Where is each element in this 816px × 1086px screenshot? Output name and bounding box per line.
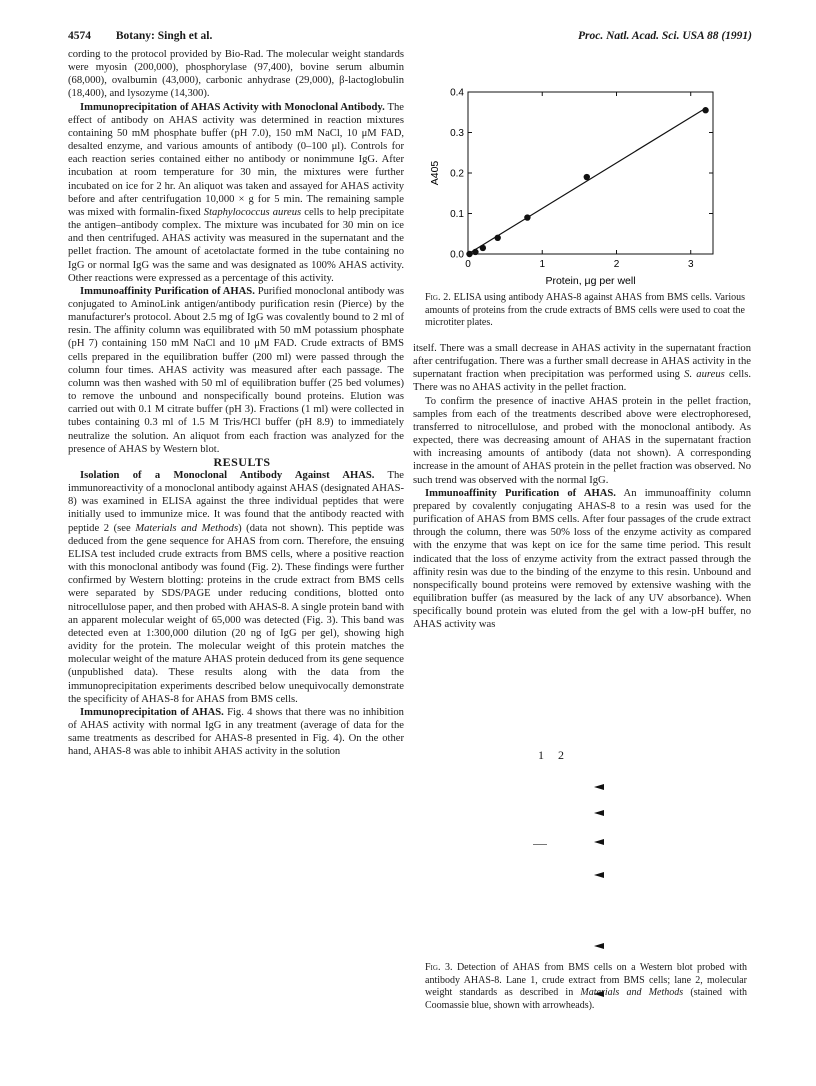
data-point [466,251,472,257]
fit-line [468,108,706,254]
paragraph-immunoprecipitation-methods: Immunoprecipitation of AHAS Activity with Monoclonal Antibody. The effect of antibody on AHAS activity was determined in reaction mixtures containing 50 mM phosphate buffer (pH 7.0), 150 mM NaCl, 10 μM FAD, desalted enzyme, and various amounts of antibody (0–100 μl). Controls for each reaction series contained either no antibody or nonimmune IgG. After incubation at room temperature for 30 min, the mixtures were further incubated on ice for 2 hr. An aliquot was taken and assayed for AHAS activity before and after centrifugation 10,000 × g for 5 min. The remaining sample was mixed with formalin-fixed Staphylococcus aureus cells to help precipitate the antigen–antibody complex. The mixture was incubated for 30 min on ice and then centrifuged. AHAS activity was measured in the supernatant and the pellet fraction. The amount of acetolactate formed in the tube containing no IgG or normal IgG was the same and was designated as 100% AHAS activity. Other reactions were expressed as a percentage of this activity. [68,101,404,284]
results-heading: RESULTS [213,454,271,469]
left-column [68,48,404,758]
section-heading: Immunoaffinity Purification of AHAS. [80,285,255,297]
x-axis-label: Protein, μg per well [545,275,636,287]
y-tick-label: 0.4 [450,87,464,99]
paragraph-standards: cording to the protocol provided by Bio-Rad. The molecular weight standards were myosin (200,000), phosphorylase (97,400), bovine serum albumin (68,000), ovalbumin (43,000), carbonic anhydrase (29,000), β-lactoglobulin (18,400), and lysozyme (14,300). [68,49,404,100]
arrowhead-marker-icon [594,839,604,845]
data-point [584,174,590,180]
arrowhead-marker-icon [594,943,604,949]
data-point [494,235,500,241]
lane-label-2: 2 [558,748,564,762]
section-heading: Immunoprecipitation of AHAS Activity with Monoclonal Antibody. [80,101,385,113]
data-point [480,245,486,251]
y-tick-label: 0.1 [450,209,464,220]
right-column [413,342,751,631]
section-authors: Botany: Singh et al. [115,30,213,42]
arrowhead-marker-icon [594,872,604,878]
lane-label-1: 1 [538,748,544,762]
x-tick-label: 3 [687,259,694,270]
paragraph-confirm: To confirm the presence of inactive AHAS protein in the pellet fraction, samples from each of the treatments described above were electrophoresed, transferred to nitrocellulose, and probed with the monoclonal antibody. As expected, there was decreasing amount of AHAS in the supernatant fraction with increasing amounts of antibody (data not shown). A corresponding increase in the amount of AHAS protein in the pellet fraction was observed. No such trend was observed with the normal IgG. [413,395,751,486]
figure-2-chart [413,80,751,290]
data-point [702,107,708,113]
journal-citation: Proc. Natl. Acad. Sci. USA 88 (1991) [578,30,752,42]
x-tick-label: 0 [465,259,471,270]
y-axis-label: A405 [429,160,441,186]
page-number: 4574 [68,30,91,42]
y-tick-label: 0.3 [450,128,464,139]
paragraph-immunoprecipitation-results: Immunoprecipitation of AHAS. Fig. 4 shows that there was no inhibition of AHAS activity with normal IgG in any treatment (average of data for the same treatments as described for AHAS-8 presented in Fig. 4). On the other hand, AHAS-8 was able to inhibit AHAS activity in the solution [68,706,404,758]
section-heading: Immunoprecipitation of AHAS. [80,706,224,718]
paragraph-immunoaffinity-methods: Immunoaffinity Purification of AHAS. Purified monoclonal antibody was conjugated to AminoLink antigen/antibody purification resin (Pierce) by the manufacturer's protocol. About 2.5 mg of IgG was covalently bound to 2 ml of resin. The affinity column was equilibrated with 50 mM potassium phosphate (pH 7) containing 150 mM NaCl and 10 μM FAD. Crude extracts of BMS cells prepared in the equilibration buffer (200 ml) were passed through the column four times. AHAS activity was measured after each passage. The column was then washed with 50 ml of equilibration buffer (25 bed volumes) to remove the unbound and nonspecifically bound proteins. Elution was carried out with 0.1 M citrate buffer (pH 3). Fractions (1 ml) were collected in tubes containing 0.3 ml of 1.5 M Tris/HCl buffer (pH 8.9) to immediately neutralize the solution. An aliquot from each fraction was analyzed for the presence of AHAS by Western blot. [68,285,404,455]
elisa-chart-svg [413,80,751,290]
paragraph-isolation: Isolation of a Monoclonal Antibody Against AHAS. The immunoreactivity of a monoclonal antibody against AHAS (designated AHAS-8) was examined in ELISA against the three individual peptides that were initially used to immunize mice. It was found that the antibody reacted with peptide 2 (see Materials and Methods) (data not shown). This peptide was deduced from the gene sequence for AHAS from corn. Therefore, the ensuing ELISA test included crude extracts from BMS cells, where a positive reaction with this monoclonal antibody was found (Fig. 2). These findings were further confirmed by Western blotting: proteins in the crude extract from BMS cells were separated by SDS/PAGE under reducing conditions, blotted onto nitrocellulose paper, and then probed with AHAS-8. A single protein band with an apparent molecular weight of 65,000 was detected (Fig. 3). This band was detected even at 1:300,000 dilution (20 ng of IgG per gel), showing high avidity for the protein. The molecular weight of this protein matches the molecular weight of the mature AHAS protein deduced from its gene sequence (unpublished data). These results along with the data from the immunoprecipitation experiments described below unequivocally demonstrate the specificity of AHAS-8 for AHAS from BMS cells. [68,470,404,705]
y-tick-label: 0.0 [450,249,464,261]
data-point [472,249,478,255]
data-point [524,214,530,220]
blot-band [533,844,547,845]
arrowhead-marker-icon [594,810,604,816]
section-heading: Immunoaffinity Purification of AHAS. [425,487,616,499]
x-tick-label: 1 [539,259,546,270]
paragraph-continuation: itself. There was a small decrease in AHAS activity in the supernatant fraction after centrifugation. There was a further small decrease in AHAS activity in the supernatant fraction when precipitation was performed using S. aureus cells. There was no AHAS activity in the pellet fraction. [413,343,752,394]
figure-3-caption: Fig. 3. Detection of AHAS from BMS cells on a Western blot probed with antibody AHAS-8. Lane 1, crude extract from BMS cells; lane 2, molecular weight standards as described in Materials and Methods (stained with Coomassie blue, shown with arrowheads). [425,962,748,1011]
figure-3-western-blot [528,748,628,958]
figure-2-caption: Fig. 2. ELISA using antibody AHAS-8 against AHAS from BMS cells. Various amounts of proteins from the crude extracts of BMS cells were used to coat the microtiter plates. [425,292,745,328]
section-heading: Isolation of a Monoclonal Antibody Against AHAS. [80,470,375,481]
arrowhead-marker-icon [594,784,604,790]
paragraph-immunoaffinity-results: Immunoaffinity Purification of AHAS. An immunoaffinity column prepared by covalently conjugating AHAS-8 to a resin was used for the purification of AHAS from BMS cells. After four passages of the crude extract through the column, there was 50% loss of the enzyme activity as compared with the enzyme that was kept on ice for the same time period. This result indicated that the loss of enzyme activity from the extract passed through the affinity resin was due to the binding of the enzyme to this resin. Unbound and nonspecifically bound proteins were removed by extensive washing with the equilibration buffer (as measured by the lack of any UV absorbance). When specifically bound protein was eluted from the gel with a low-pH buffer, no AHAS activity was [413,487,752,631]
running-header-left [68,30,212,42]
y-tick-label: 0.2 [450,168,464,180]
x-tick-label: 2 [613,259,620,270]
plot-frame [468,92,713,254]
